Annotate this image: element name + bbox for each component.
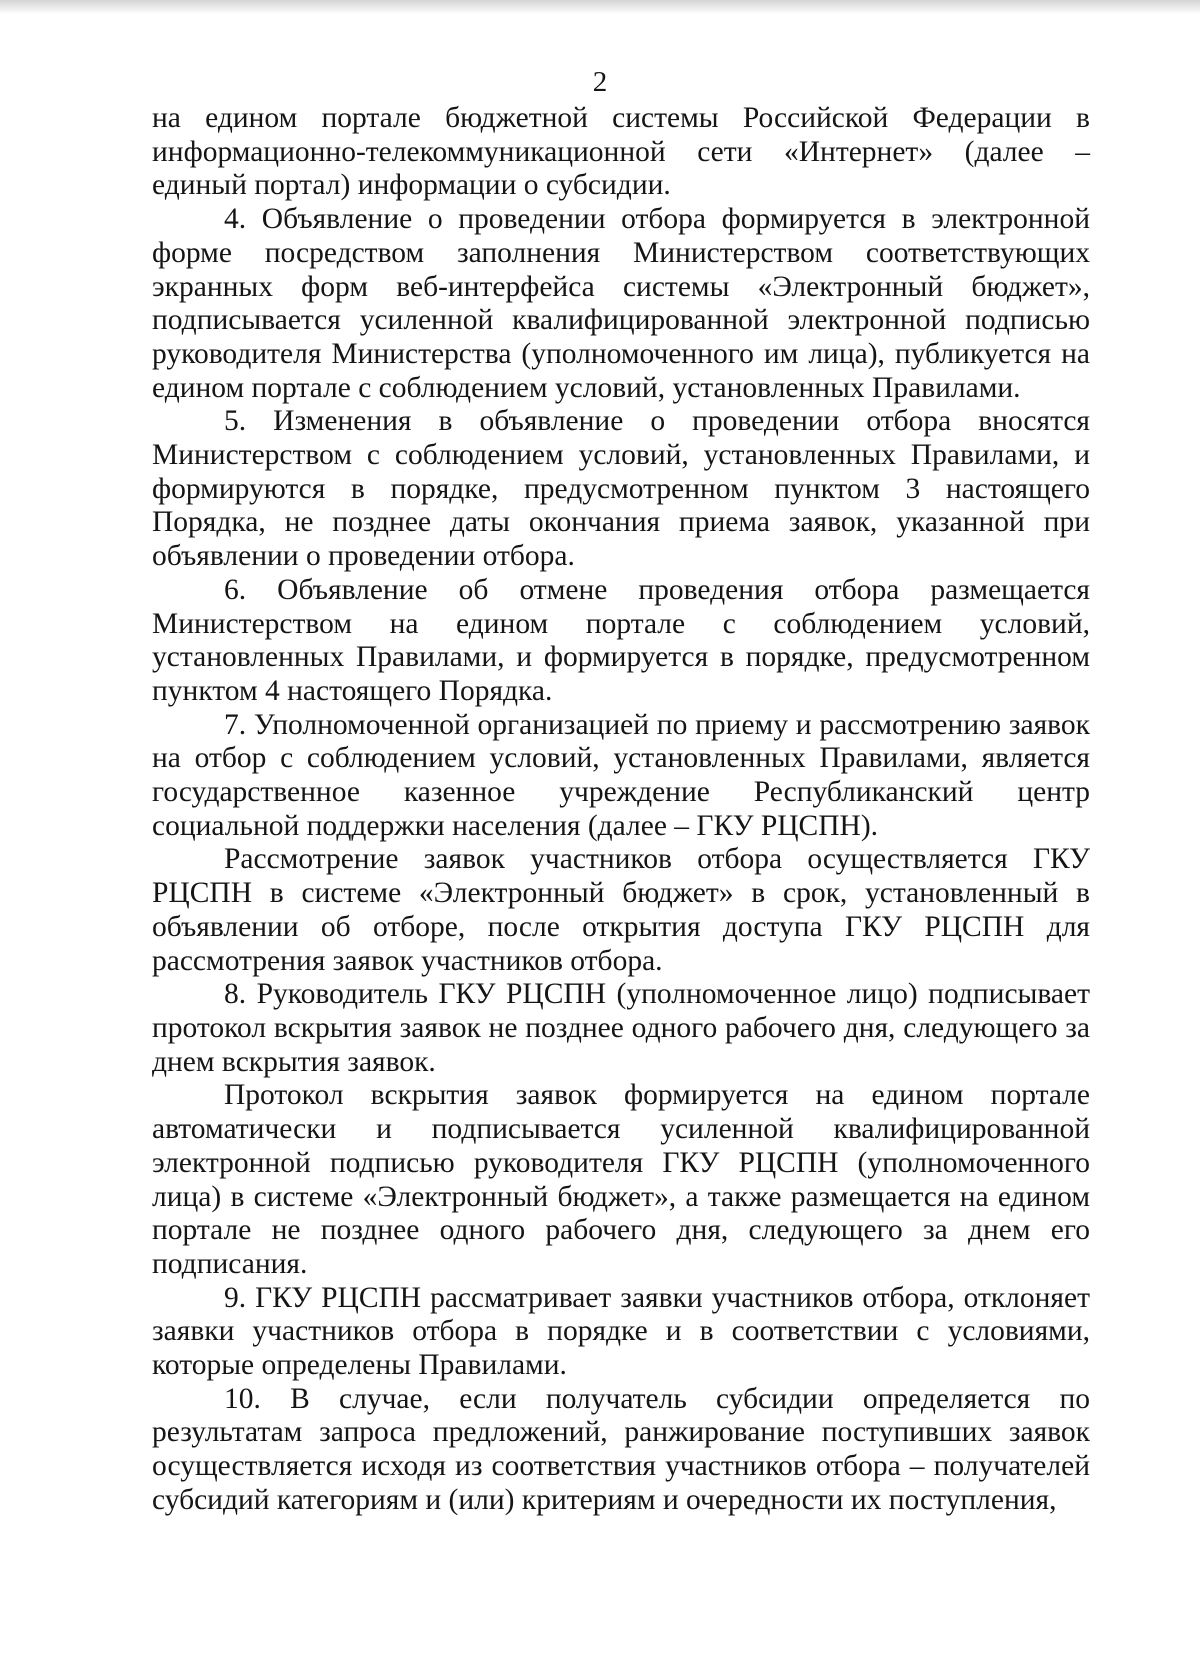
paragraph-item-5: 5. Изменения в объявление о проведении отбора вносятся Министерством с соблюдением условий, установленных Правилами, и формируются в порядке, предусмотренном пунктом 3 настоящего Порядка, не позднее даты окончания приема заявок, указанной при объявлении о проведении отбора. [152,405,1090,573]
page-number: 2 [592,66,608,98]
paragraph-item-4: 4. Объявление о проведении отбора формируется в электронной форме посредством заполнения Министерством соответствующих экранных форм веб-интерфейса системы «Электронный бюджет», подписывается усиленной квалифицированной электронной подписью руководителя Министерства (уполномоченного им лица), публикуется на едином портале с соблюдением условий, установленных Правилами. [152,203,1090,404]
paragraph-item-8-protocol: Протокол вскрытия заявок формируется на едином портале автоматически и подписывается усиленной квалифицированной электронной подписью руководителя ГКУ РЦСПН (уполномоченного лица) в системе «Электронный бюджет», а также размещается на едином портале не позднее одного рабочего дня, следующего за днем его подписания. [152,1079,1090,1280]
paragraph-item-7-review: Рассмотрение заявок участников отбора осуществляется ГКУ РЦСПН в системе «Электронный бюджет» в срок, установленный в объявлении об отборе, после открытия доступа ГКУ РЦСПН для рассмотрения заявок участников отбора. [152,843,1090,977]
paragraph-item-10: 10. В случае, если получатель субсидии определяется по результатам запроса предложений, ранжирование поступивших заявок осуществляется исходя из соответствия участников отбора – получателей субсидий категориям и (или) критериям и очередности их поступления, [152,1382,1090,1516]
paragraph-item-6: 6. Объявление об отмене проведения отбора размещается Министерством на едином портале с соблюдением условий, установленных Правилами, и формируется в порядке, предусмотренном пунктом 4 настоящего Порядка. [152,573,1090,707]
paragraph-item-9: 9. ГКУ РЦСПН рассматривает заявки участников отбора, отклоняет заявки участников отбора в порядке и в соответствии с условиями, которые определены Правилами. [152,1281,1090,1382]
scan-edge-shadow [0,0,1200,14]
paragraph-item-7: 7. Уполномоченной организацией по приему и рассмотрению заявок на отбор с соблюдением условий, установленных Правилами, является государственное казенное учреждение Республиканский центр социальной поддержки населения (далее – ГКУ РЦСПН). [152,708,1090,842]
paragraph-item-8: 8. Руководитель ГКУ РЦСПН (уполномоченное лицо) подписывает протокол вскрытия заявок не позднее одного рабочего дня, следующего за днем вскрытия заявок. [152,978,1090,1078]
document-body [152,102,1090,1518]
paragraph-continuation: на едином портале бюджетной системы Российской Федерации в информационно-телекоммуникационной сети «Интернет» (далее – единый портал) информации о субсидии. [152,102,1090,202]
